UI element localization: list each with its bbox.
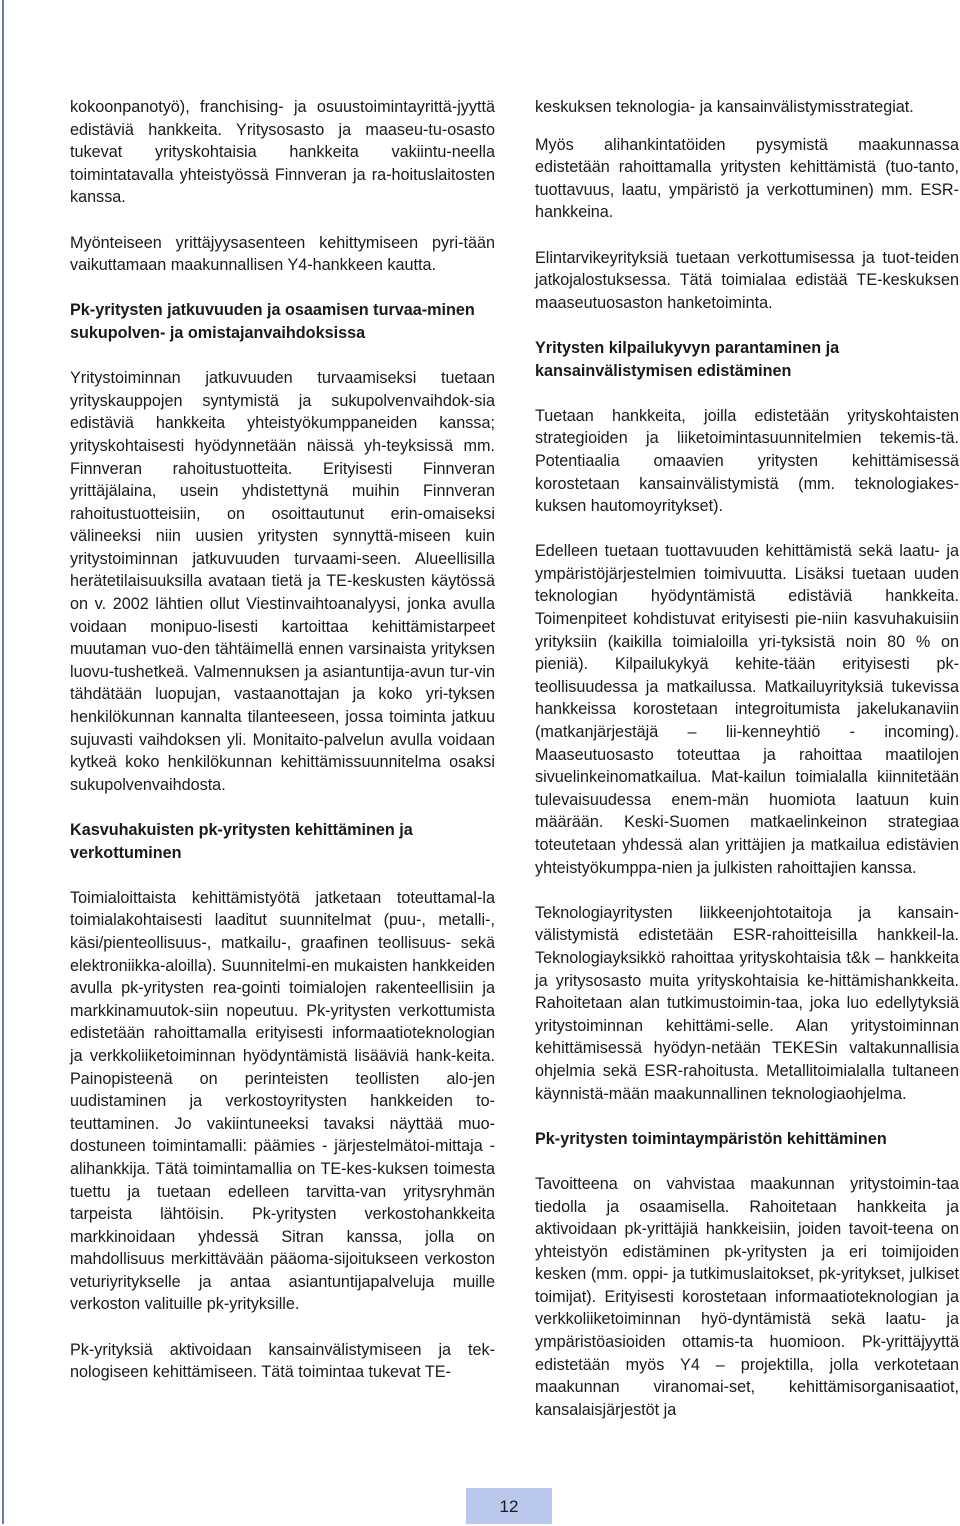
section-heading-competitiveness: Yritysten kilpailukyvyn parantaminen ja kansainvälistymisen edistäminen	[535, 338, 840, 380]
page-border-line	[2, 0, 4, 1524]
paragraph: Yritystoiminnan jatkuvuuden turvaamiseksi tuetaan yrityskauppojen syntymistä ja sukupolvenvaihdok-sia edistäviä hankkeita yhteistyökumppaneiden kanssa; yrityskohtaisesti hyödynnetään näissä yh-teyksissä mm. Finnveran rahoitustuotteita. Erityisesti Finnveran yrittäjälaina, usein yhdistettynä muihin Finnveran rahoitustuotteisiin, on osoittautunut erin-omaiseksi välineeksi niin uusien yritysten synnyttä-miseen kuin yritystoiminnan jatkuvuuden turvaami-seen. Alueellisilla herätetilaisuuksilla avataan tietä ja TE-keskusten käytössä on v. 2002 lähtien ollut Viestinvaihtoanalyysi, jonka avulla voidaan monipuo-lisesti kartoittaa kehittämistarpeet muutaman vuo-den tähtäimellä ennen varsinaista yrityksen luovu-tushetkeä. Valmennuksen ja asiantuntija-avun tur-vin tähdätään luopujan, vastaanottajan ja koko yri-tyksen henkilökunnan kannalta tilanteeseen, jossa toiminta jatkuu sujuvasti vaihdoksen yli. Monitaito-palvelun avulla voidaan kytkeä koko henkilökunnan kehittämissuunnitelma osaksi sukupolvenvaihdosta.	[70, 369, 495, 794]
paragraph: Tuetaan hankkeita, joilla edistetään yrityskohtaisten strategioiden ja liiketoimintasuunnitelmien tekemis-tä. Potentiaalia omaavien yritysten kehittämisessä korostetaan kansainvälistymistä (mm. teknologiakes-kuksen hautomoyritykset).	[535, 406, 959, 516]
paragraph: Tavoitteena on vahvistaa maakunnan yritystoimin-taa tiedolla ja osaamisella. Rahoitetaan hankkeita ja aktivoidaan pk-yrittäjiä hankkeisiin, joiden tavoit-teena on yhteistyön edistäminen pk-yritysten ja eri toimijoiden kesken (mm. oppi- ja tutkimuslaitokset, pk-yritykset, julkiset toimijat). Erityisesti korostetaan informaatioteknologian ja verkkoliiketoiminnan hyö-dyntämistä sekä laatu- ja ympäristöasioiden ottamis-ta huomioon. Pk-yrittäjyyttä edistetään myös Y4 – projektilla, jolla verkotetaan maakunnan viranomai-set, kehittämisorganisaatiot, kansalaisjärjestöt ja	[535, 1174, 959, 1419]
paragraph: Myös alihankintatöiden pysymistä maakunnassa edistetään rahoittamalla yritysten kehittämistä (tuo-tanto, tuottavuus, laatu, ympäristö ja verkottuminen) mm. ESR-hankkeina.	[535, 135, 959, 222]
paragraph: keskuksen teknologia- ja kansainvälistymisstrategiat.	[535, 98, 914, 116]
section-heading-continuity: Pk-yritysten jatkuvuuden ja osaamisen turvaa-minen sukupolven- ja omistajanvaihdoksissa	[70, 301, 475, 342]
left-column	[70, 96, 495, 1384]
right-column	[535, 96, 959, 1421]
section-heading-environment: Pk-yritysten toimintaympäristön kehittäminen	[535, 1129, 887, 1148]
paragraph: Pk-yrityksiä aktivoidaan kansainvälistymiseen ja tek-nologiseen kehittämiseen. Tätä toimintaa tukevat TE-	[70, 1340, 495, 1382]
paragraph: Elintarvikeyrityksiä tuetaan verkottumisessa ja tuot-teiden jatkojalostuksessa. Tätä toimialaa edistää TE-keskuksen maaseutuosaston hanketoiminta.	[535, 248, 959, 312]
paragraph: kokoonpanotyö), franchising- ja osuustoimintayrittä-jyyttä edistäviä hankkeita. Yritysosasto ja maaseu-tu-osasto tukevat yrityskohtaisia hankkeita vakiintu-neella toimintatavalla yhteistyössä Finnveran ja ra-hoituslaitosten kanssa.	[70, 98, 495, 207]
paragraph: Edelleen tuetaan tuottavuuden kehittämistä sekä laatu- ja ympäristöjärjestelmien toimivuutta. Lisäksi tuetaan uuden teknologian hyödyntämistä edistäviä hankkeita. Toimenpiteet kohdistuvat erityisesti pie-niin kasvuhakuisiin yrityksiin (kaikilla toimialoilla yri-tyksistä noin 80 % on pieniä). Kilpailukykyä kehite-tään erityisesti pk-teollisuudessa ja matkailussa. Matkailuyrityksiä tukevissa hankkeissa korostetaan integroitumista jakelukanaviin (matkanjärjestäjä – lii-kenneyhtiö - incoming). Maaseutuosasto toteuttaa ja rahoittaa maatilojen sivuelinkeinomatkailua. Mat-kailun toimialalla kiinnitetään tulevaisuudessa enem-män huomiota laatuun kuin määrään. Keski-Suomen matkaelinkeinon strategiaa toteutetaan yhdessä alan yrittäjien ja matkailua edistävien yhteistyökumppa-nien ja julkisten rahoittajien kanssa.	[535, 542, 959, 877]
paragraph: Myönteiseen yrittäjyysasenteen kehittymiseen pyri-tään vaikuttamaan maakunnallisen Y4-hankkeen kautta.	[70, 233, 495, 275]
paragraph: Toimialoittaista kehittämistyötä jatketaan toteuttamal-la toimialakohtaisesti laaditut suunnitelmat (puu-, metalli-, käsi/pienteollisuus-, matkailu-, graafinen teollisuus- sekä elektroniikka-aloilla). Suunnitelmi-en mukaisten hankkeiden avulla pk-yritysten rea-gointi toimialojen rakenteellisiin ja markkinamuutok-siin nopeutuu. Pk-yritysten verkottumista edistetään rahoittamalla erityisesti informaatioteknologian ja verkkoliiketoiminnan hyödyntämistä lisääviä hank-keita. Painopisteenä on perinteisten teollisten alo-jen uudistaminen ja verkostoyritysten hankkeiden to-teuttaminen. Jo vakiintuneeksi tavaksi näyttää muo-dostuneen toimintamalli: päämies - järjestelmätoi-mittaja - alihankkija. Tätä toimintamallia on TE-kes-kuksen toimesta tuettu ja tuetaan edelleen tarvitta-van yritysryhmän tarpeista lähtöisin. Pk-yritysten verkostohankkeita markkinoidaan yhdessä Sitran kanssa, jolla on mahdollisuus merkittävään pääoma-sijoitukseen verkoston veturiyritykselle ja antaa asiantuntijapalveluja muille verkoston valituille pk-yrityksille.	[70, 888, 495, 1314]
page-number: 12	[466, 1488, 552, 1524]
section-heading-growth: Kasvuhakuisten pk-yritysten kehittäminen ja verkottuminen	[70, 821, 413, 862]
paragraph: Teknologiayritysten liikkeenjohtotaitoja ja kansain-välistymistä edistetään ESR-rahoitteisilla hankkeil-la. Teknologiayksikkö rahoittaa yrityskohtaisia t&k – hankkeita ja yritysosasto muita yrityskohtaisia ke-hittämishankkeita. Rahoitetaan alan tutkimustoimin-taa, joka luo edellytyksiä yritystoiminnan kehittämi-selle. Alan yritystoiminnan kehittämisessä hyödyn-netään TEKESin valtakunnallisia ohjelmia sekä ESR-rahoitusta. Metallitoimialalla tultaneen käynnistä-mään maakunnallinen teknologiaohjelma.	[535, 903, 959, 1103]
